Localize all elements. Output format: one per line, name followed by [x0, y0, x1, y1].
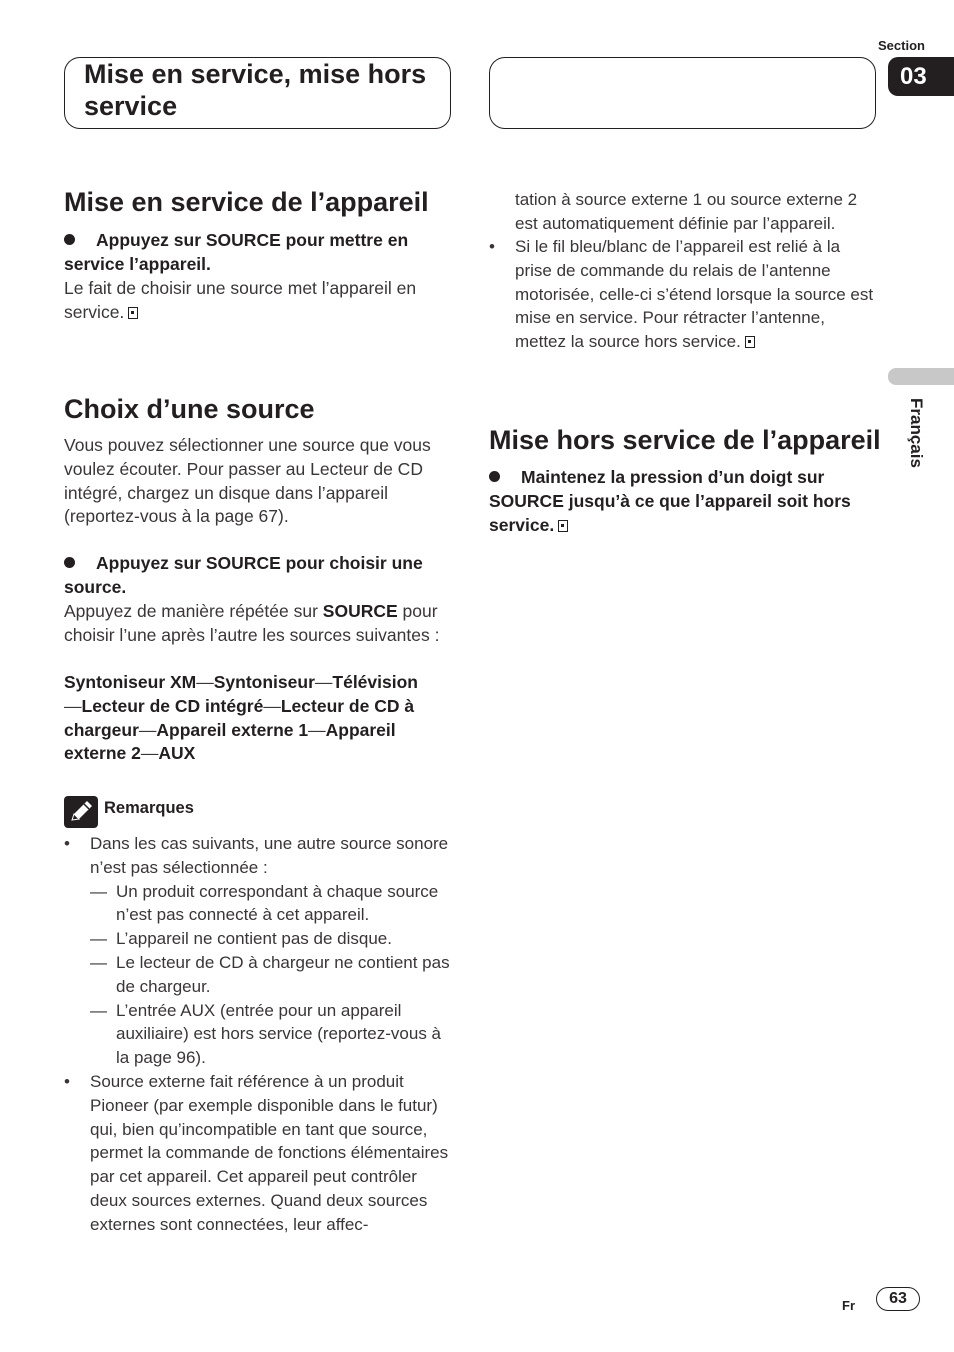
notes-label: Remarques — [104, 799, 194, 817]
header-empty-box — [489, 57, 876, 129]
page-number: 63 — [876, 1287, 920, 1311]
end-mark-icon — [128, 307, 138, 319]
list-item: — L’entrée AUX (entrée pour un appareil auxiliaire) est hors service (reportez-vous à la page 96). — [90, 999, 452, 1070]
header-title: Mise en service, mise hors service — [84, 59, 427, 121]
source-item: Appareil externe 1 — [156, 719, 309, 740]
heading-power-on: Mise en service de l’appareil — [64, 187, 429, 217]
step-choose-source: Appuyez sur SOURCE pour choisir une source. — [64, 553, 423, 597]
bullet-dot-icon — [64, 557, 75, 568]
paragraph-power-on: Le fait de choisir une source met l’appareil en service. — [64, 278, 417, 322]
notes-list-continued — [489, 235, 875, 354]
list-item: • Source externe fait référence à un produit Pioneer (par exemple disponible dans le futur) qui, bien qu’incompatible en tant que source, permet la commande de fonctions élémentaires par cet appareil. Cet appareil peut contrôler deux sources externes. Quand deux sources externes sont connectées, leur affec- — [64, 1070, 452, 1237]
list-item: — L’appareil ne contient pas de disque. — [90, 927, 452, 951]
notes-list — [64, 832, 452, 1237]
language-tab-bar — [888, 368, 954, 385]
paragraph-press-repeatedly: Appuyez de manière répétée sur SOURCE pour choisir l’une après l’autre les sources suivantes : — [64, 601, 440, 645]
pencil-icon — [64, 796, 98, 828]
source-item: Lecteur de CD intégré — [81, 695, 264, 716]
end-mark-icon — [745, 336, 755, 348]
source-item: Appareil externe 2 — [64, 719, 396, 764]
paragraph-choose-source: Vous pouvez sélectionner une source que vous voulez écouter. Pour passer au Lecteur de CD intégré, chargez un disque dans l’appareil (reportez-vous à la page 67). — [64, 435, 431, 527]
bullet-dot-icon — [64, 234, 75, 245]
source-item: Syntoniseur XM — [64, 672, 197, 692]
source-item: Syntoniseur — [213, 672, 315, 692]
note-continuation: tation à source externe 1 ou source externe 2 est automatiquement définie par l’appareil. — [515, 190, 858, 233]
source-item: Télévision — [332, 672, 418, 692]
section-label: Section — [878, 38, 925, 53]
step-power-off: Maintenez la pression d’un doigt sur SOURCE jusqu’à ce que l’appareil soit hors service. — [489, 467, 851, 535]
end-mark-icon — [558, 520, 568, 532]
language-label: Français — [907, 398, 926, 468]
list-item: • Si le fil bleu/blanc de l’appareil est relié à la prise de commande du relais de l’antenne motorisée, celle-ci s’étend lorsque la source est mise en service. Pour rétracter l’antenne, mettez la source hors service. — [489, 235, 875, 354]
step-power-on: Appuyez sur SOURCE pour mettre en service l’appareil. — [64, 230, 409, 274]
source-item: Lecteur de CD à chargeur — [64, 695, 415, 740]
heading-choose-source: Choix d’une source — [64, 394, 315, 424]
source-item: AUX — [158, 743, 196, 764]
footer-language-code: Fr — [842, 1298, 855, 1313]
bullet-dot-icon — [489, 471, 500, 482]
sub-list — [90, 880, 452, 1070]
list-item: • Dans les cas suivants, une autre source sonore n’est pas sélectionnée : — Un produit correspondant à chaque source n’est pas connecté à cet appareil. — L’appareil ne contient pas de disque. — Le lecteur de CD à chargeur ne contient pas de chargeur. — L’entrée AUX (entrée pour un appareil auxiliaire) est hors service (reportez-vous à la page 96). — [64, 832, 452, 1070]
list-item: — Un produit correspondant à chaque source n’est pas connecté à cet appareil. — [90, 880, 452, 928]
list-item: — Le lecteur de CD à chargeur ne contient pas de chargeur. — [90, 951, 452, 999]
heading-power-off: Mise hors service de l’appareil — [489, 425, 881, 455]
notes-pencil-icon — [64, 796, 98, 828]
source-sequence: Syntoniseur XM—Syntoniseur—Télévision —Lecteur de CD intégré—Lecteur de CD à chargeur—Appareil externe 1—Appareil externe 2—AUX — [64, 672, 418, 764]
section-number-tab: 03 — [888, 57, 954, 96]
